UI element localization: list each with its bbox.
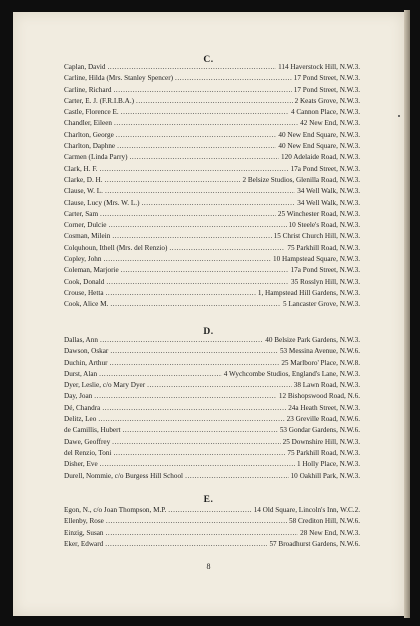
dot-leader [98,414,284,425]
entry-name: Durst, Alan [64,369,98,378]
entry-name: Colquhoun, Ithell (Mrs. del Renzio) [64,243,168,252]
dot-leader [110,299,281,310]
entry-address: 25 Marlboro' Place, N.W.8. [281,358,360,367]
dot-leader [105,186,295,197]
directory-entry [64,175,360,186]
entry-address: 34 Well Walk, N.W.3. [297,187,360,196]
directory-entry [64,346,360,357]
entry-address: 23 Greville Road, N.W.6. [286,415,360,424]
dot-leader [121,107,289,118]
entry-name: Castle, Florence E. [64,108,119,117]
directory-entry [64,96,360,107]
entry-address: 10 Steele's Road, N.W.3. [288,221,360,230]
entry-name: Cook, Alice M. [64,300,109,309]
entry-address: 25 Winchester Road, N.W.3. [277,209,360,218]
dot-leader [108,220,286,231]
directory-entry [64,198,360,209]
entry-name: Coleman, Marjorie [64,266,119,275]
dot-leader [106,288,256,299]
dot-leader [168,505,251,516]
entry-name: Delitz, Leo [64,415,97,424]
directory-entry [64,118,360,129]
directory-page [13,12,404,616]
dot-leader [185,471,289,482]
entry-name: Cosman, Milein [64,232,111,241]
entry-name: Dallas, Ann [64,336,98,344]
dot-leader [129,152,279,163]
dot-leader [175,73,292,84]
dot-leader [106,277,289,288]
entry-address: 40 Belsize Park Gardens, N.W.3. [265,336,360,344]
entry-name: Cook, Donald [64,277,105,286]
dot-leader [114,85,292,96]
entry-name: Duchin, Arthur [64,358,108,367]
entry-name: Day, Joan [64,392,93,401]
entry-address: 42 New End, N.W.3. [300,119,360,128]
dot-leader [114,118,298,129]
directory-entry [64,358,360,369]
entry-name: Charlton, George [64,130,114,139]
dot-leader [141,198,295,209]
entry-name: Eker, Edward [64,539,104,548]
entry-address: 40 New End Square, N.W.3. [278,142,360,151]
entry-address: 17a Pond Street, N.W.3. [290,266,360,275]
dot-leader [136,96,293,107]
entry-name: Clause, W. L. [64,187,103,196]
dot-leader [110,358,280,369]
section-d-entries [64,335,360,482]
entry-name: Einzig, Susan [64,528,104,537]
entry-address: 58 Crediton Hill, N.W.6. [288,517,360,526]
directory-entry [64,186,360,197]
entry-name: Caplan, David [64,63,106,71]
directory-entry [64,335,360,346]
page-number: 8 [206,562,211,571]
directory-entry [64,528,360,539]
dot-leader [121,265,289,276]
directory-entry [64,243,360,254]
dot-leader [113,448,285,459]
entry-address: 2 Keats Grove, N.W.3. [294,96,360,105]
entry-address: 14 Old Square, Lincoln's Inn, W.C.2. [253,506,360,514]
entry-address: 5 Lancaster Grove, N.W.3. [283,300,360,309]
entry-name: Carmen (Linda Parry) [64,153,128,162]
entry-name: Dé, Chandra [64,403,101,412]
directory-entry [64,254,360,265]
dot-leader [112,437,280,448]
directory-entry [64,141,360,152]
directory-entry [64,209,360,220]
dot-leader [123,425,278,436]
directory-entry [64,62,360,73]
directory-entry [64,448,360,459]
page-edge [404,10,410,618]
entry-name: Dawson, Oskar [64,347,109,356]
entry-address: 4 Wychcombe Studios, England's Lane, N.W.3. [223,369,360,378]
entry-name: Clause, Lucy (Mrs. W. L.) [64,198,140,207]
dot-leader [117,141,276,152]
entry-address: 25 Downshire Hill, N.W.3. [282,437,360,446]
section-heading-e: E. [203,495,214,505]
entry-address: 34 Well Walk, N.W.3. [297,198,360,207]
entry-name: Dawe, Geoffrey [64,437,111,446]
dot-leader [100,459,295,470]
directory-entry [64,459,360,470]
entry-address: 17a Pond Street, N.W.3. [290,164,360,173]
entry-name: Chandler, Eileen [64,119,113,128]
directory-entry [64,380,360,391]
section-e-entries [64,505,360,550]
entry-address: 4 Cannon Place, N.W.3. [290,108,360,117]
entry-address: 28 New End, N.W.3. [300,528,360,537]
entry-address: 24a Heath Street, N.W.3. [288,403,360,412]
dot-leader [147,380,292,391]
directory-entry [64,164,360,175]
entry-address: 35 Rosslyn Hill, N.W.3. [290,277,360,286]
entry-name: Dyer, Leslie, c/o Mary Dyer [64,381,146,390]
dot-leader [108,62,277,73]
directory-entry [64,288,360,299]
entry-address: 38 Lawn Road, N.W.3. [293,381,360,390]
directory-entry [64,425,360,436]
dot-leader [105,175,241,186]
entry-name: Egon, N., c/o Joan Thompson, M.P. [64,506,167,514]
entry-name: Carline, Hilda (Mrs. Stanley Spencer) [64,74,173,83]
directory-entry [64,414,360,425]
directory-entry [64,152,360,163]
entry-address: 15 Christ Church Hill, N.W.3. [273,232,360,241]
directory-entry [64,299,360,310]
dot-leader [110,346,278,357]
entry-address: 12 Bishopswood Road, N.6. [278,392,360,401]
entry-name: de Camillis, Hubert [64,426,121,435]
entry-name: Carter, E. J. (F.R.I.B.A.) [64,96,135,105]
directory-entry [64,265,360,276]
directory-entry [64,231,360,242]
entry-address: 1, Hampstead Hill Gardens, N.W.3. [257,288,360,297]
dot-leader [105,539,267,550]
entry-name: Disher, Eve [64,460,98,469]
directory-entry [64,130,360,141]
entry-address: 53 Gondar Gardens, N.W.6. [279,426,360,435]
directory-entry [64,220,360,231]
entry-address: 10 Oakhill Park, N.W.3. [290,471,360,480]
dot-leader [106,528,299,539]
directory-entry [64,277,360,288]
entry-name: Clarke, D. H. [64,175,103,184]
directory-entry [64,391,360,402]
entry-address: 75 Parkhill Road, N.W.3. [287,448,360,457]
section-heading-d: D. [203,327,214,337]
entry-address: 2 Belsize Studios, Glenilla Road, N.W.3. [242,175,360,184]
entry-name: Crouse, Hetta [64,288,104,297]
dot-leader [112,231,271,242]
entry-address: 40 New End Square, N.W.3. [278,130,360,139]
dot-leader [100,164,289,175]
entry-name: Carter, Sam [64,209,99,218]
entry-address: 17 Pond Street, N.W.3. [293,74,360,83]
entry-address: 53 Messina Avenue, N.W.6. [279,347,360,356]
dot-leader [106,516,287,527]
directory-entry [64,369,360,380]
entry-address: 114 Haverstock Hill, N.W.3. [278,63,360,71]
entry-address: 1 Holly Place, N.W.3. [296,460,360,469]
directory-entry [64,73,360,84]
directory-entry [64,85,360,96]
section-heading-c: C. [203,55,214,65]
section-c-entries [64,62,360,311]
dot-leader [100,335,263,346]
entry-name: Ellenby, Rose [64,517,104,526]
entry-address: 120 Adelaide Road, N.W.3. [281,153,360,162]
entry-address: 17 Pond Street, N.W.3. [293,85,360,94]
entry-address: 10 Hampstead Square, N.W.3. [273,255,360,264]
dot-leader [103,254,271,265]
directory-entry [64,403,360,414]
entry-name: Carline, Richard [64,85,112,94]
dot-leader [102,403,286,414]
directory-entry [64,437,360,448]
directory-entry [64,516,360,527]
margin-mark [398,115,400,117]
dot-leader [116,130,277,141]
directory-entry [64,471,360,482]
dot-leader [94,391,277,402]
entry-name: Clark, H. F. [64,164,98,173]
dot-leader [100,209,276,220]
directory-entry [64,505,360,516]
entry-address: 75 Parkhill Road, N.W.3. [287,243,360,252]
entry-name: Durell, Nommie, c/o Burgess Hill School [64,471,184,480]
entry-address: 57 Broadhurst Gardens, N.W.6. [269,539,360,548]
entry-name: Charlton, Daphne [64,142,116,151]
entry-name: del Renzio, Toni [64,448,112,457]
dot-leader [99,369,222,380]
directory-entry [64,539,360,550]
directory-entry [64,107,360,118]
entry-name: Copley, John [64,255,102,264]
dot-leader [169,243,285,254]
entry-name: Corner, Dulcie [64,221,107,230]
